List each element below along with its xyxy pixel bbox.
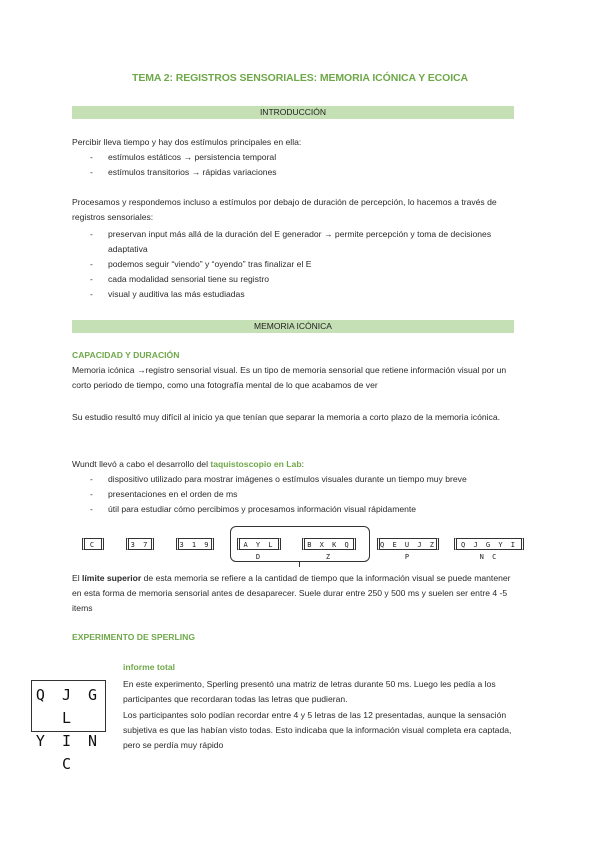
iconic-paragraph-2: Su estudio resultó muy difícil al inicio ya que tenían que separar la memoria a corto plazo de la memoria icónica. [72,412,500,422]
list-item: - podemos seguir “viendo” y “oyendo” tras finalizar el E [72,257,522,272]
letter-matrix-row: Q J G L [35,686,102,727]
limit-text-pre: El [72,573,83,583]
list-item: - preservan input más allá de la duración del E generador → permite percepción y toma de decisiones adaptativa [72,227,522,257]
intro-paragraph-2: Procesamos y respondemos incluso a estímulos por debajo de duración de percepción, lo hacemos a través de registros sensoriales: [72,197,497,222]
wundt-colon: : [301,459,304,469]
iconic-paragraph-1: Memoria icónica →registro sensorial visual. Es un tipo de memoria sensorial que retiene información visual por un corto periodo de tiempo, como una fotografía mental de lo que acabamos de ver [72,365,507,390]
section-band-introduccion: INTRODUCCIÓN [72,106,514,119]
letter-matrix [31,680,106,773]
informe-total-heading: informe total [123,662,176,672]
list-item: - útil para estudiar cómo percibimos y procesamos información visual rápidamente [72,502,522,517]
limite-superior-term: límite superior [82,573,142,583]
taquistoscopio-term: taquistoscopio en Lab [210,459,302,469]
stimulus-card-4: A Y L D [237,538,281,550]
letter-matrix-row: Y I N C [35,732,102,773]
sperling-heading: EXPERIMENTO DE SPERLING [72,632,196,642]
list-item: - cada modalidad sensorial tiene su registro [72,272,522,287]
stimulus-card-2: 3 7 [126,538,154,550]
stimulus-card-1: C [82,538,104,550]
stimulus-card-3: 3 1 9 [176,538,214,550]
limit-paragraph [72,571,522,616]
stimulus-highlight-pointer [299,561,300,567]
intro-paragraph-1: Percibir lleva tiempo y hay dos estímulos principales en ella: [72,137,302,147]
stimulus-card-7: Q J G Y I N C [454,538,524,550]
intro-list-1 [72,150,522,180]
list-item: - presentaciones en el orden de ms [72,487,522,502]
limit-text-post: de esta memoria se refiere a la cantidad de tiempo que la información visual se puede mantener en esta forma de memoria sensorial antes de desaparecer. Suele durar entre 250 y 500 ms y suelen ser entre 4 -5 items [72,573,511,613]
list-item: - visual y auditiva las más estudiadas [72,287,522,302]
section-band-memoria-iconica: MEMORIA ICÓNICA [72,320,514,333]
wundt-list [72,472,522,517]
stimulus-card-5: B X K Q Z [302,538,356,550]
stimulus-card-6: Q E U J Z P [377,538,439,550]
list-item: - estímulos estáticos → persistencia temporal [72,150,522,165]
sperling-paragraph-1: En este experimento, Sperling presentó una matriz de letras durante 50 ms. Luego les pedía a los participantes que recordaran todas las letras que pudieran. [123,679,496,704]
intro-list-2 [72,227,522,302]
page-title: TEMA 2: REGISTROS SENSORIALES: MEMORIA ICÓNICA Y ECOICA [132,72,468,84]
wundt-paragraph [72,457,522,472]
wundt-text: Wundt llevó a cabo el desarrollo del [72,459,211,469]
list-item: - dispositivo utilizado para mostrar imágenes o estímulos visuales durante un tiempo muy breve [72,472,522,487]
list-item: - estímulos transitorios → rápidas variaciones [72,165,522,180]
sperling-paragraph-2: Los participantes solo podían recordar entre 4 y 5 letras de las 12 presentadas, aunque la sensación subjetiva es que las habían visto todas. Esto indicaba que la información visual completa era captada, pero se perdía muy rápido [123,710,512,750]
capacity-heading: CAPACIDAD Y DURACIÓN [72,350,180,360]
